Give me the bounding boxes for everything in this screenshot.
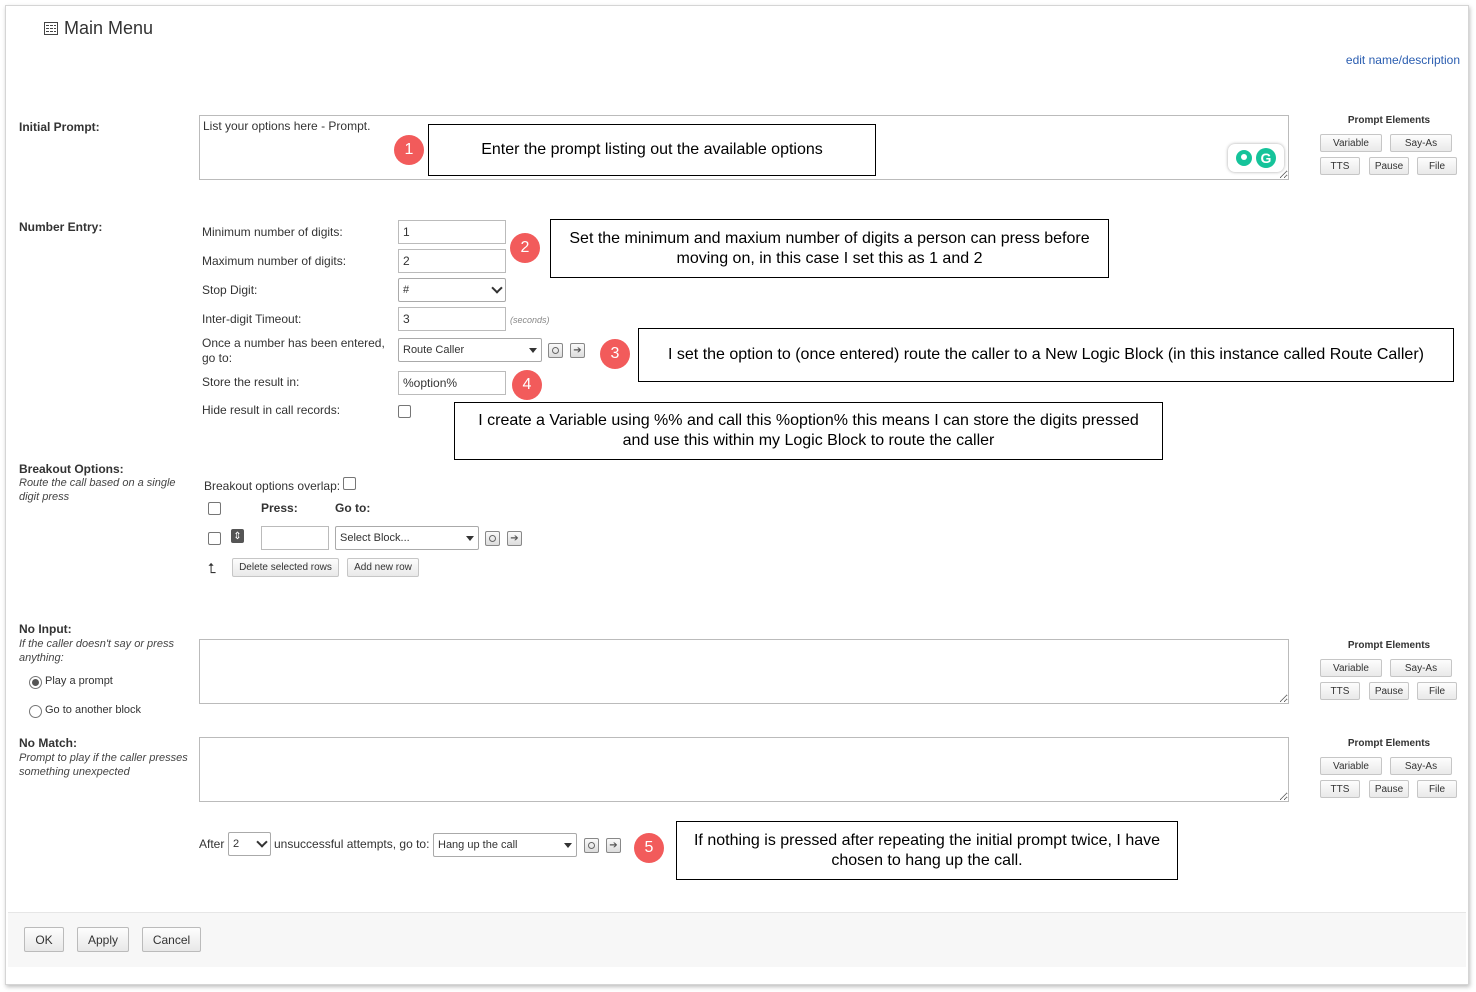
go-to-another-block-label: Go to another block xyxy=(45,704,142,716)
prompt-file-button-3[interactable]: File xyxy=(1417,780,1457,798)
goto-after-entry-label: Once a number has been entered, go to: xyxy=(202,336,385,365)
grammarly-bulb-icon xyxy=(1236,150,1252,166)
press-digit-input[interactable] xyxy=(261,526,329,550)
timeout-unit-label: (seconds) xyxy=(510,315,550,325)
prompt-say-as-button-2[interactable]: Say-As xyxy=(1390,659,1452,677)
row-select-checkbox[interactable] xyxy=(208,532,221,545)
prompt-tts-button-3[interactable]: TTS xyxy=(1320,780,1360,798)
press-column-header: Press: xyxy=(261,501,298,515)
annotation-badge-2: 2 xyxy=(510,233,540,263)
ok-button[interactable]: OK xyxy=(24,927,64,952)
annotation-badge-1: 1 xyxy=(394,135,424,165)
goto-after-entry-select[interactable] xyxy=(398,338,542,362)
dialog-footer xyxy=(8,912,1466,967)
caret-down-icon xyxy=(564,843,572,848)
prompt-say-as-button-3[interactable]: Say-As xyxy=(1390,757,1452,775)
prompt-elements-title-2: Prompt Elements xyxy=(1347,640,1431,651)
row-goto-value: Select Block... xyxy=(340,532,410,544)
grammarly-logo-icon: G xyxy=(1256,148,1276,168)
no-input-prompt-textarea[interactable] xyxy=(199,639,1289,704)
go-to-block-icon[interactable]: ➔ xyxy=(570,343,585,358)
breakout-overlap-label: Breakout options overlap: xyxy=(204,479,341,493)
delete-selected-rows-button[interactable]: Delete selected rows xyxy=(232,558,339,577)
min-digits-input[interactable] xyxy=(398,220,506,244)
annotation-badge-4: 4 xyxy=(512,370,542,400)
drag-reorder-icon[interactable]: ⇕ xyxy=(231,529,244,543)
store-result-label: Store the result in: xyxy=(202,375,300,389)
prompt-variable-button-2[interactable]: Variable xyxy=(1320,659,1382,677)
edit-block-icon[interactable] xyxy=(548,343,563,358)
no-match-help: Prompt to play if the caller presses something unexpected xyxy=(19,752,188,778)
prompt-file-button-2[interactable]: File xyxy=(1417,682,1457,700)
attempts-goto-value: Hang up the call xyxy=(438,839,518,851)
prompt-variable-button-1[interactable]: Variable xyxy=(1320,134,1382,152)
prompt-tts-button-1[interactable]: TTS xyxy=(1320,157,1360,175)
annotation-badge-5: 5 xyxy=(634,833,664,863)
chevron-down-icon xyxy=(491,282,502,293)
grammarly-widget[interactable] xyxy=(1228,144,1284,172)
store-result-input[interactable] xyxy=(398,371,506,395)
no-input-label: No Input: xyxy=(19,622,72,636)
annotation-callout-3: I set the option to (once entered) route the caller to a New Logic Block (in this instance called Route Caller) xyxy=(638,328,1454,382)
goto-column-header: Go to: xyxy=(335,501,371,515)
row-goto-select[interactable] xyxy=(335,526,479,550)
prompt-say-as-button-1[interactable]: Say-As xyxy=(1390,134,1452,152)
inter-digit-timeout-input[interactable] xyxy=(398,307,506,331)
chevron-down-icon xyxy=(256,836,267,847)
breakout-overlap-checkbox[interactable] xyxy=(343,477,356,490)
hide-result-label: Hide result in call records: xyxy=(202,403,341,417)
prompt-tts-button-2[interactable]: TTS xyxy=(1320,682,1360,700)
select-all-rows-checkbox[interactable] xyxy=(208,502,221,515)
annotation-badge-3: 3 xyxy=(600,339,630,369)
no-match-label: No Match: xyxy=(19,736,77,750)
max-digits-input[interactable] xyxy=(398,249,506,273)
attempts-goto-select[interactable] xyxy=(433,833,577,857)
no-match-prompt-textarea[interactable] xyxy=(199,737,1289,802)
play-prompt-label: Play a prompt xyxy=(45,675,113,687)
attempts-suffix-label: unsuccessful attempts, go to: xyxy=(274,837,430,851)
page-title xyxy=(44,18,153,39)
caret-down-icon xyxy=(529,348,537,353)
max-digits-label: Maximum number of digits: xyxy=(202,254,347,268)
annotation-callout-4: I create a Variable using %% and call this %option% this means I can store the digits pressed and use this within my Logic Block to route the caller xyxy=(454,402,1163,460)
prompt-file-button-1[interactable]: File xyxy=(1417,157,1457,175)
min-digits-label: Minimum number of digits: xyxy=(202,225,343,239)
corner-arrow-up-icon: ⮤ xyxy=(208,560,217,576)
goto-after-entry-value: Route Caller xyxy=(403,344,465,356)
go-to-block-icon[interactable]: ➔ xyxy=(507,531,522,546)
annotation-callout-5: If nothing is pressed after repeating the initial prompt twice, I have chosen to hang up the call. xyxy=(676,821,1178,880)
annotation-callout-1: Enter the prompt listing out the available options xyxy=(428,124,876,176)
attempts-prefix-label: After xyxy=(199,837,225,851)
stop-digit-select[interactable] xyxy=(398,278,506,302)
breakout-options-help: Route the call based on a single digit press xyxy=(19,477,176,503)
prompt-elements-title-3: Prompt Elements xyxy=(1347,738,1431,749)
prompt-pause-button-2[interactable]: Pause xyxy=(1369,682,1409,700)
edit-name-description-link[interactable]: edit name/description xyxy=(1345,53,1460,67)
initial-prompt-label: Initial Prompt: xyxy=(19,120,100,134)
no-input-help: If the caller doesn't say or press anything: xyxy=(19,638,174,664)
edit-block-icon[interactable] xyxy=(584,838,599,853)
add-new-row-button[interactable]: Add new row xyxy=(347,558,419,577)
annotation-callout-2: Set the minimum and maxium number of digits a person can press before moving on, in this case I set this as 1 and 2 xyxy=(550,219,1109,278)
apply-button[interactable]: Apply xyxy=(77,927,129,952)
cancel-button[interactable]: Cancel xyxy=(142,927,201,952)
prompt-elements-title-1: Prompt Elements xyxy=(1347,115,1431,126)
go-to-another-block-radio[interactable] xyxy=(29,705,42,718)
number-entry-label: Number Entry: xyxy=(19,220,103,234)
prompt-variable-button-3[interactable]: Variable xyxy=(1320,757,1382,775)
page-title-text: Main Menu xyxy=(64,18,154,38)
stop-digit-label: Stop Digit: xyxy=(202,283,258,297)
stop-digit-value: # xyxy=(403,284,410,296)
play-prompt-radio[interactable] xyxy=(29,676,42,689)
menu-block-icon xyxy=(44,22,58,35)
breakout-options-label: Breakout Options: xyxy=(19,462,124,476)
hide-result-checkbox[interactable] xyxy=(398,405,411,418)
caret-down-icon xyxy=(466,536,474,541)
prompt-pause-button-3[interactable]: Pause xyxy=(1369,780,1409,798)
go-to-block-icon[interactable]: ➔ xyxy=(606,838,621,853)
attempts-count-select[interactable] xyxy=(228,832,271,856)
prompt-pause-button-1[interactable]: Pause xyxy=(1369,157,1409,175)
edit-block-icon[interactable] xyxy=(485,531,500,546)
inter-digit-timeout-label: Inter-digit Timeout: xyxy=(202,312,302,326)
attempts-count-value: 2 xyxy=(233,838,240,850)
